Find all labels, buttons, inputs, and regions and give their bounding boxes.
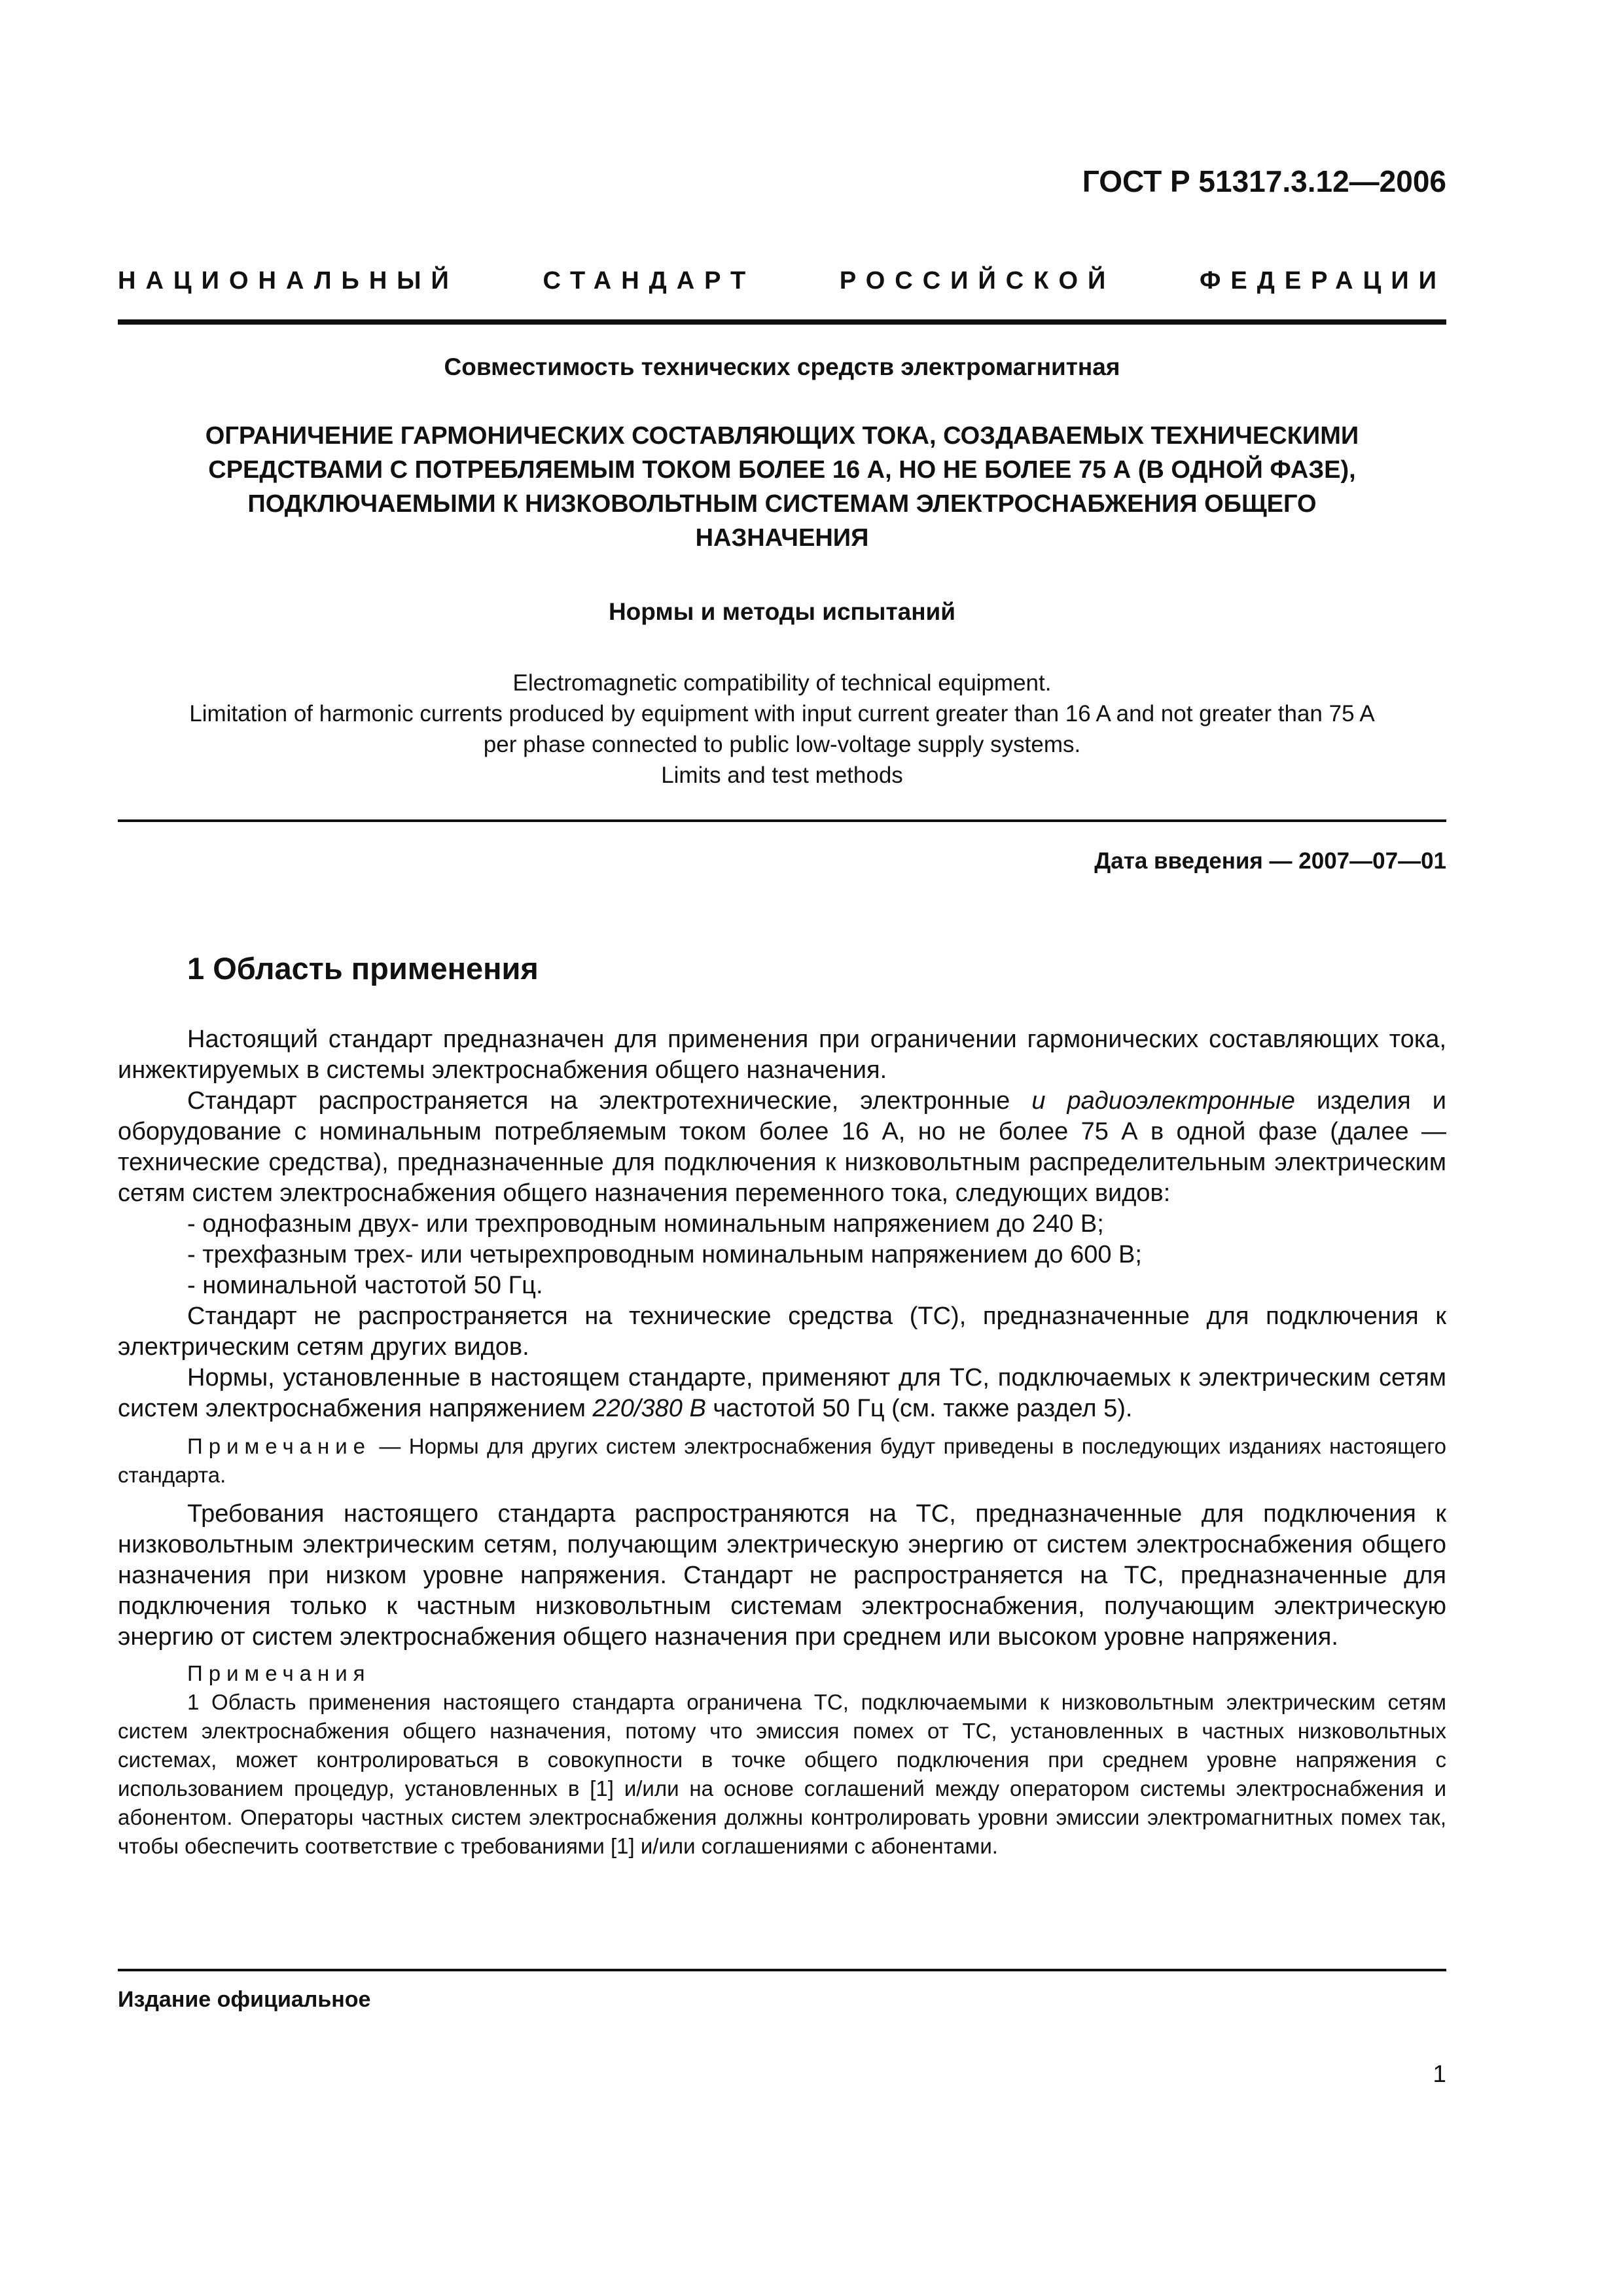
note: 1 Область применения настоящего стандарта ограничена ТС, подключаемыми к низковольтным электрическим сетям систем электроснабжения общего назначения, потому что эмиссия помех от ТС, установленных в частных низковольтных системах, может контролироваться в совокупности в точке общего подключения при среднем уровне напряжения с использованием процедур, установленных в [1] и/или на основе соглашений между оператором системы электроснабжения и абонентом. Операторы частных систем электроснабжения должны контролировать уровни эмиссии электромагнитных помех так, чтобы обеспечить соответствие с требованиями [1] и/или соглашениями с абонентами. <box>118 1690 1446 1858</box>
main-title-line: ОГРАНИЧЕНИЕ ГАРМОНИЧЕСКИХ СОСТАВЛЯЮЩИХ ТОКА, СОЗДАВАЕМЫХ ТЕХНИЧЕСКИМИ <box>205 422 1359 450</box>
paragraph-text: частотой 50 Гц (см. также раздел 5). <box>705 1395 1133 1422</box>
english-title <box>118 668 1446 791</box>
paragraph-text: изделия и оборудование с номинальным потребляемым током более 16 А, но не более 75 А в одной фазе (далее — технические средства), предназначенные для подключения к низковольтным распределительным электрическим сетям систем электроснабжения общего назначения переменного тока, следующих видов: <box>118 1087 1446 1207</box>
english-title-line: per phase connected to public low-voltage supply systems. <box>483 732 1081 757</box>
note-label: Примечание <box>187 1434 372 1458</box>
list-item: - номинальной частотой 50 Гц. <box>187 1272 543 1299</box>
main-title-line: НАЗНАЧЕНИЯ <box>695 524 869 552</box>
norms-subtitle: Нормы и методы испытаний <box>608 598 956 625</box>
note-text: — Нормы для других систем электроснабжения будут приведены в последующих изданиях настоящего стандарта. <box>118 1434 1446 1487</box>
paragraph: Стандарт не распространяется на технические средства (ТС), предназначенные для подключения к электрическим сетям других видов. <box>118 1302 1446 1361</box>
paragraph <box>118 1086 1446 1209</box>
page-number: 1 <box>1433 2060 1446 2087</box>
document-subtitle: Совместимость технических средств электромагнитная <box>444 353 1120 380</box>
national-word: РОССИЙСКОЙ <box>839 267 1116 295</box>
document-main-title <box>118 419 1446 555</box>
section-body <box>118 1024 1446 1861</box>
national-word: ФЕДЕРАЦИИ <box>1199 267 1446 295</box>
header-divider <box>118 319 1446 325</box>
standard-number: ГОСТ Р 51317.3.12—2006 <box>1082 164 1446 198</box>
paragraph <box>118 1363 1446 1424</box>
footer-divider <box>118 1969 1446 1971</box>
list-item: - трехфазным трех- или четырехпроводным номинальным напряжением до 600 В; <box>187 1241 1142 1268</box>
list-item: - однофазным двух- или трехпроводным номинальным напряжением до 240 В; <box>187 1210 1104 1238</box>
notes-heading: Примечания <box>187 1661 371 1685</box>
national-standard-heading <box>118 267 1446 295</box>
english-title-line: Limits and test methods <box>661 762 903 788</box>
introduction-date: Дата введения — 2007—07—01 <box>1094 848 1446 874</box>
official-edition-label: Издание официальное <box>118 1987 371 2012</box>
paragraph-text: Стандарт распространяется на электротехнические, электронные <box>187 1087 1032 1115</box>
note <box>118 1432 1446 1490</box>
italic-text: и радиоэлектронные <box>1031 1087 1295 1115</box>
english-title-line: Electromagnetic compatibility of technical equipment. <box>512 670 1052 696</box>
italic-text: 220/380 В <box>592 1395 706 1422</box>
paragraph: Требования настоящего стандарта распространяются на ТС, предназначенные для подключения к низковольтным электрическим сетям, получающим электрическую энергию от систем электроснабжения общего назначения при низком уровне напряжения. Стандарт не распространяется на ТС, предназначенные для подключения только к частным низковольтным системам электроснабжения, получающим электрическую энергию от систем электроснабжения общего назначения при среднем или высоком уровне напряжения. <box>118 1500 1446 1651</box>
national-word: СТАНДАРТ <box>543 267 756 295</box>
title-divider <box>118 819 1446 822</box>
paragraph-text: Нормы, установленные в настоящем стандарте, применяют для ТС, подключаемых к электрическим сетям систем электроснабжения напряжением <box>118 1364 1446 1422</box>
paragraph: Настоящий стандарт предназначен для применения при ограничении гармонических составляющих тока, инжектируемых в системы электроснабжения общего назначения. <box>118 1026 1446 1084</box>
section-heading: 1 Область применения <box>187 951 539 986</box>
english-title-line: Limitation of harmonic currents produced by equipment with input current greater than 16 A and not greater than 75 A <box>189 701 1375 726</box>
national-word: НАЦИОНАЛЬНЫЙ <box>118 267 459 295</box>
main-title-line: ПОДКЛЮЧАЕМЫМИ К НИЗКОВОЛЬТНЫМ СИСТЕМАМ ЭЛЕКТРОСНАБЖЕНИЯ ОБЩЕГО <box>247 490 1317 518</box>
main-title-line: СРЕДСТВАМИ С ПОТРЕБЛЯЕМЫМ ТОКОМ БОЛЕЕ 16 А, НО НЕ БОЛЕЕ 75 А (В ОДНОЙ ФАЗЕ), <box>208 456 1356 484</box>
